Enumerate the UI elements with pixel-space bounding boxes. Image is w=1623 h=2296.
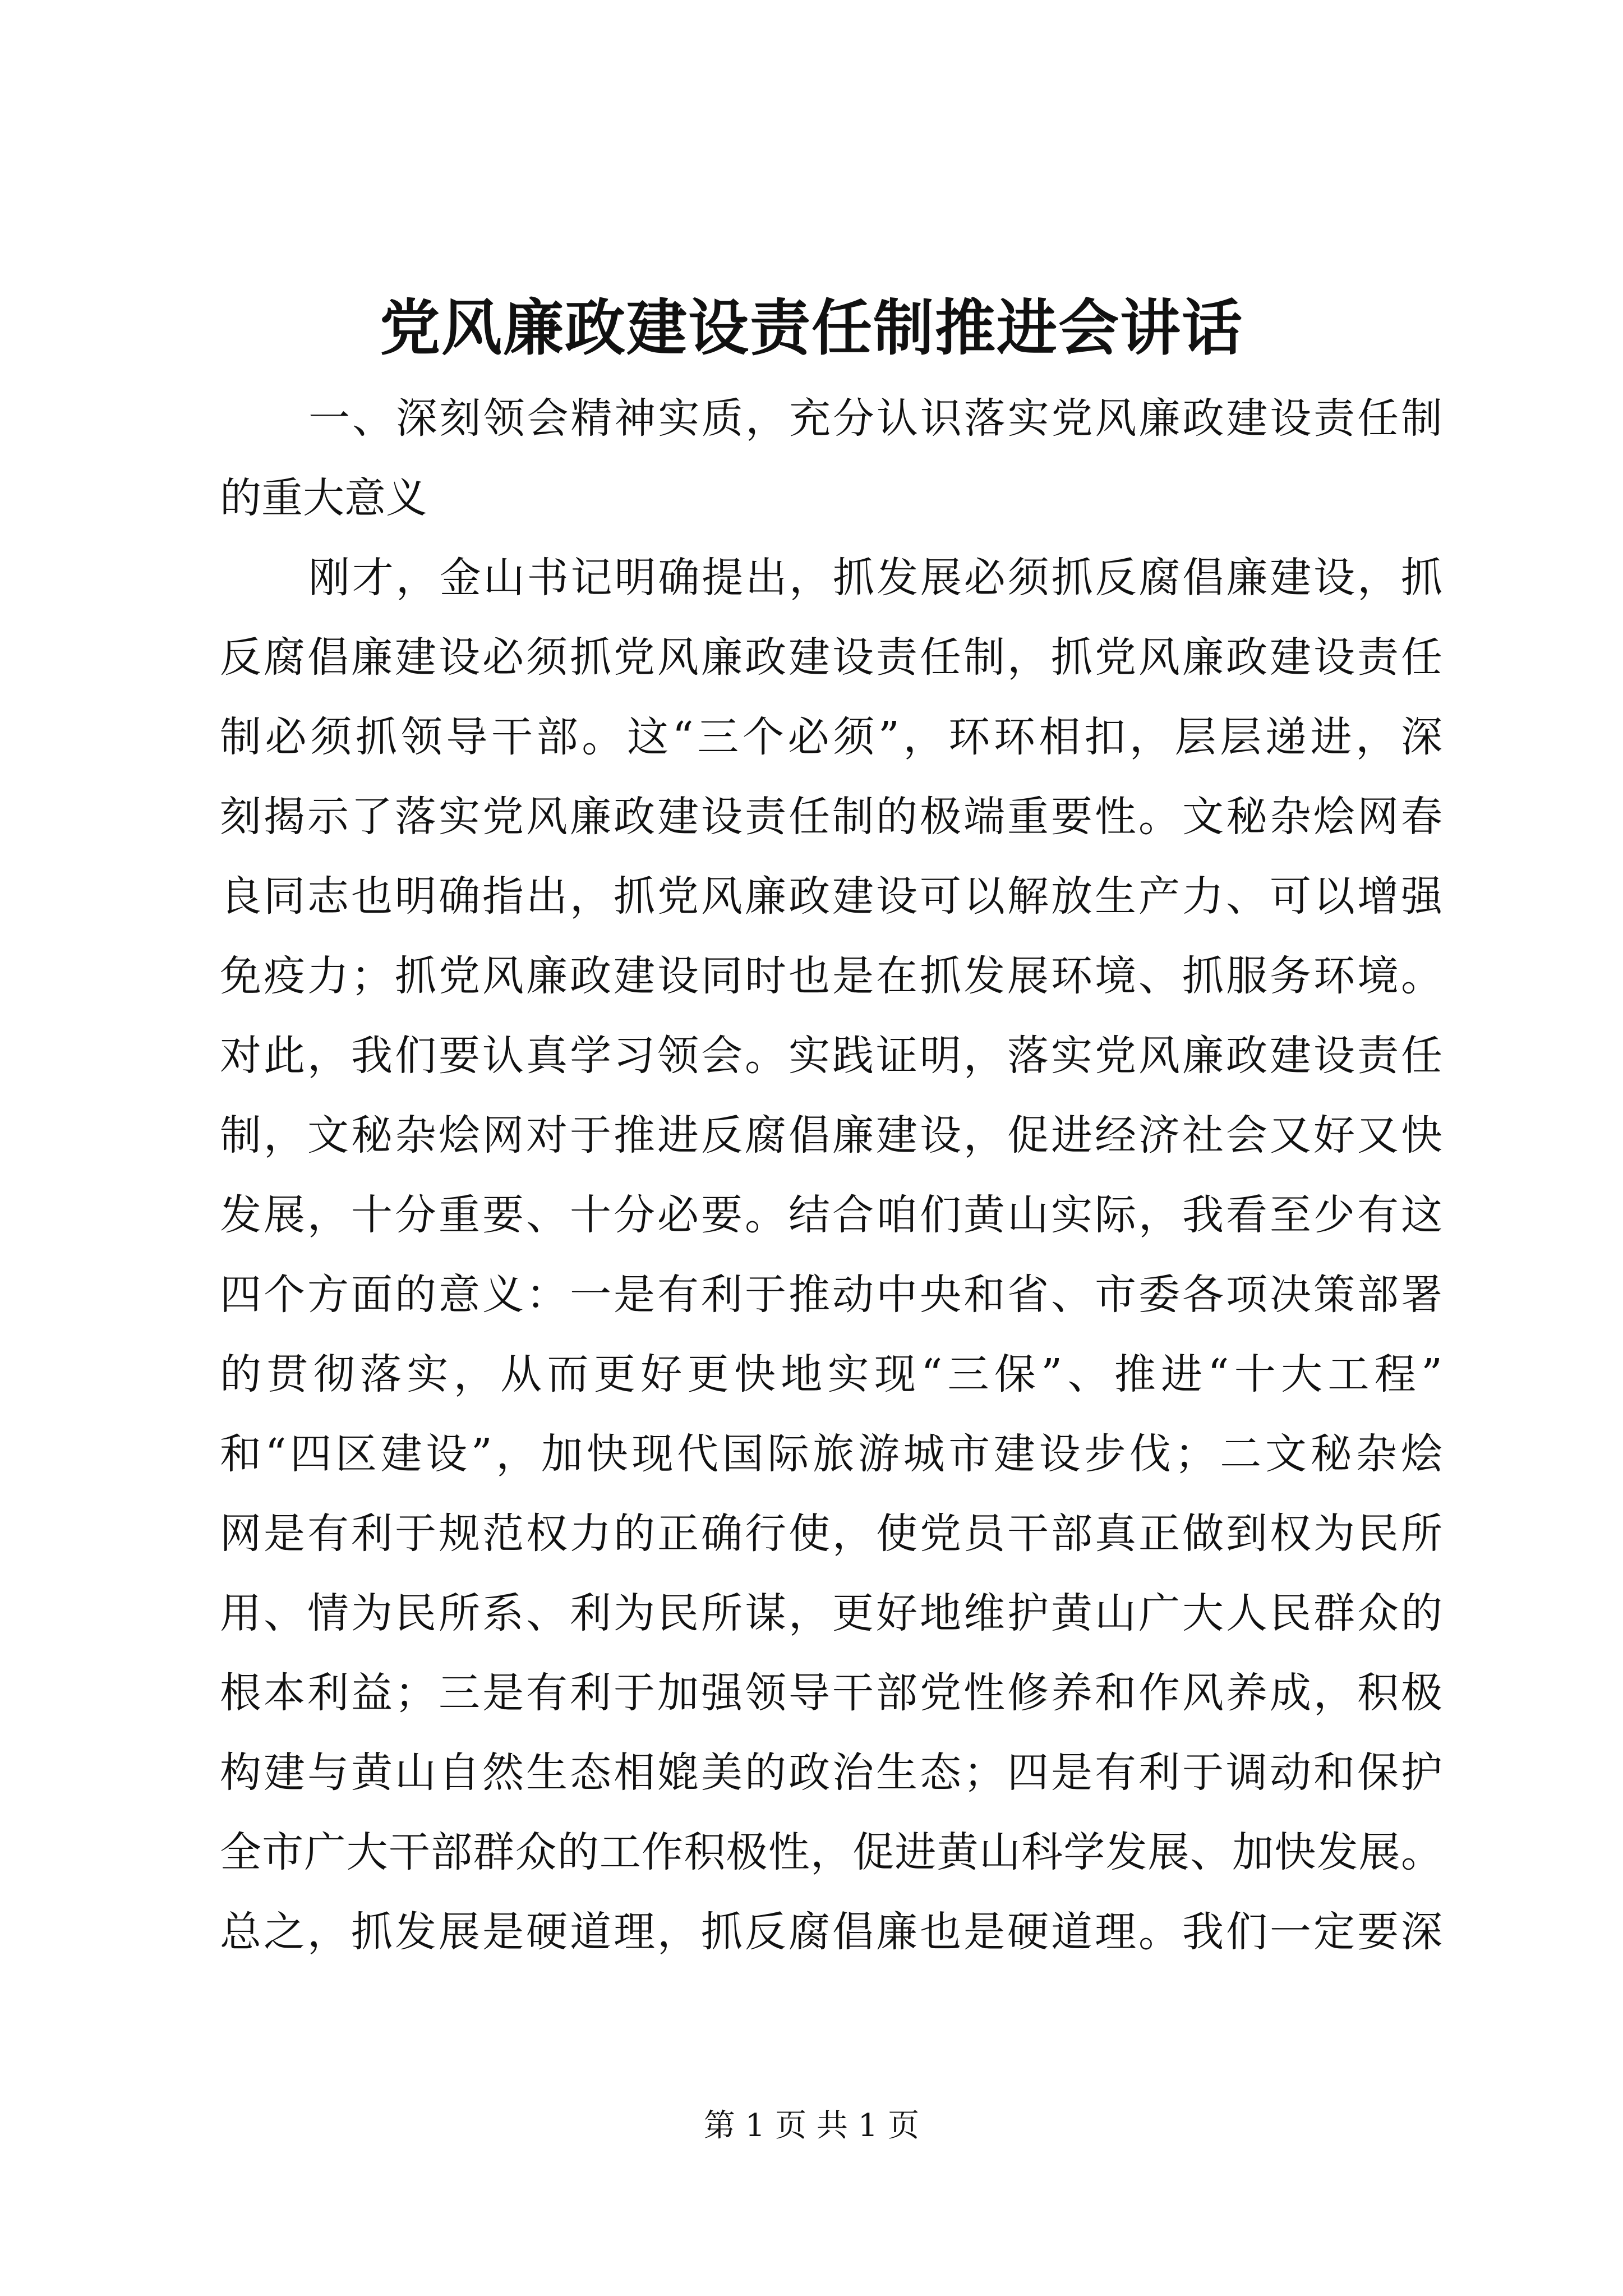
paragraph-line: 良同志也明确指出，抓党风廉政建设可以解放生产力、可以增强	[220, 872, 1442, 921]
heading-line: 的重大意义	[220, 474, 427, 522]
paragraph-line: 和“四区建设”，加快现代国际旅游城市建设步伐；二文秘杂烩	[220, 1430, 1442, 1478]
paragraph-line: 的贯彻落实，从而更好更快地实现“三保”、推进“十大工程”	[220, 1350, 1442, 1398]
page-number-footer: 第 1 页 共 1 页	[703, 2108, 920, 2144]
paragraph-line: 全市广大干部群众的工作积极性，促进黄山科学发展、加快发展。	[220, 1828, 1442, 1876]
paragraph-line: 根本利益；三是有利于加强领导干部党性修养和作风养成，积极	[220, 1669, 1442, 1717]
paragraph-line: 对此，我们要认真学习领会。实践证明，落实党风廉政建设责任	[220, 1032, 1442, 1080]
document-body	[220, 379, 1442, 1972]
paragraph-line: 刻揭示了落实党风廉政建设责任制的极端重要性。文秘杂烩网春	[220, 793, 1442, 841]
paragraph-line: 网是有利于规范权力的正确行使，使党员干部真正做到权为民所	[220, 1510, 1442, 1558]
paragraph-line: 免疫力；抓党风廉政建设同时也是在抓发展环境、抓服务环境。	[220, 952, 1442, 1000]
paragraph-line: 四个方面的意义：一是有利于推动中央和省、市委各项决策部署	[220, 1271, 1442, 1319]
paragraph-line: 制必须抓领导干部。这“三个必须”，环环相扣，层层递进，深	[220, 713, 1442, 761]
heading-line: 一、深刻领会精神实质，充分认识落实党风廉政建设责任制	[308, 394, 1442, 443]
paragraph-line: 总之，抓发展是硬道理，抓反腐倡廉也是硬道理。我们一定要深	[220, 1908, 1442, 1956]
document-title: 党风廉政建设责任制推进会讲话	[379, 293, 1243, 364]
paragraph-line: 发展，十分重要、十分必要。结合咱们黄山实际，我看至少有这	[220, 1191, 1442, 1239]
paragraph-line: 制，文秘杂烩网对于推进反腐倡廉建设，促进经济社会又好又快	[220, 1111, 1442, 1159]
paragraph-line: 构建与黄山自然生态相媲美的政治生态；四是有利于调动和保护	[220, 1749, 1442, 1797]
paragraph-line: 用、情为民所系、利为民所谋，更好地维护黄山广大人民群众的	[220, 1589, 1442, 1637]
paragraph-line: 刚才，金山书记明确提出，抓发展必须抓反腐倡廉建设，抓	[308, 554, 1442, 602]
paragraph-line: 反腐倡廉建设必须抓党风廉政建设责任制，抓党风廉政建设责任	[220, 633, 1442, 682]
